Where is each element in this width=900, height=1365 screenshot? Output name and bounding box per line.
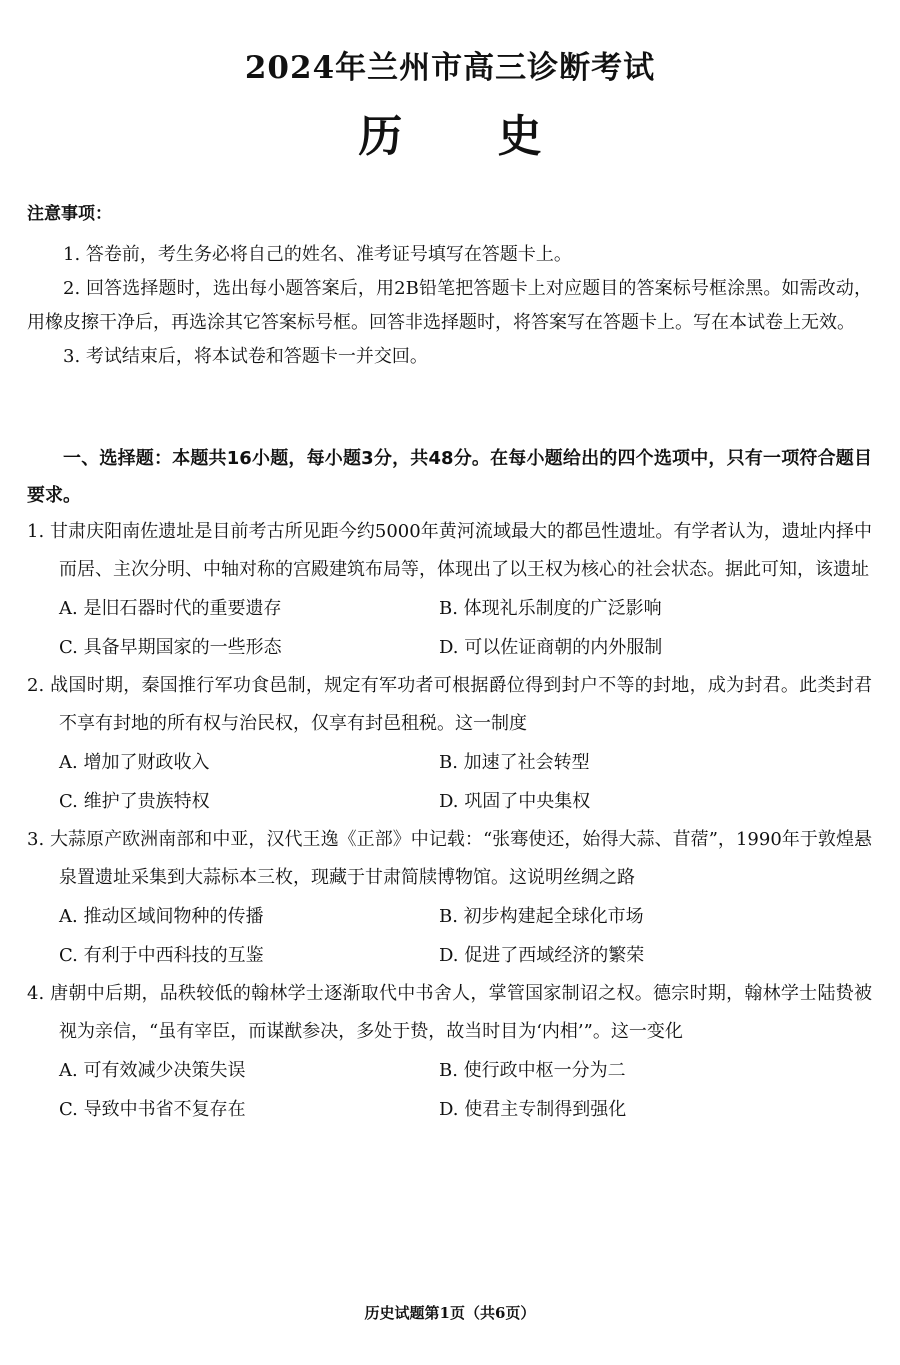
option-a: A. 增加了财政收入 bbox=[59, 752, 210, 773]
option-a: A. 推动区域间物种的传播 bbox=[59, 906, 264, 927]
page-footer: 历史试题第1页（共6页） bbox=[364, 1304, 536, 1322]
question-list bbox=[27, 513, 872, 1129]
option-b: B. 加速了社会转型 bbox=[439, 752, 590, 773]
question-1 bbox=[27, 513, 872, 667]
option-d: D. 可以佐证商朝的内外服制 bbox=[439, 637, 663, 658]
option-a: A. 可有效减少决策失误 bbox=[59, 1060, 246, 1081]
notes-heading: 注意事项： bbox=[27, 204, 112, 224]
section-header: 一、选择题：本题共16小题，每小题3分，共48分。在每小题给出的四个选项中，只有一项符合题目要求。 bbox=[27, 448, 872, 506]
note-item: 2. 回答选择题时，选出每小题答案后，用2B铅笔把答题卡上对应题目的答案标号框涂黑。如需改动，用橡皮擦干净后，再选涂其它答案标号框。回答非选择题时，将答案写在答题卡上。写在本试卷上无效。 bbox=[27, 278, 872, 333]
option-c: C. 维护了贵族特权 bbox=[59, 791, 210, 812]
option-c: C. 具备早期国家的一些形态 bbox=[59, 637, 282, 658]
option-b: B. 使行政中枢一分为二 bbox=[439, 1060, 626, 1081]
option-a: A. 是旧石器时代的重要遗存 bbox=[59, 598, 282, 619]
option-d: D. 巩固了中央集权 bbox=[439, 791, 591, 812]
question-stem: 2. 战国时期，秦国推行军功食邑制，规定有军功者可根据爵位得到封户不等的封地，成为封君。此类封君不享有封地的所有权与治民权，仅享有封邑租税。这一制度 bbox=[27, 675, 872, 734]
option-b: B. 体现礼乐制度的广泛影响 bbox=[439, 598, 662, 619]
question-4 bbox=[27, 975, 872, 1129]
question-stem: 4. 唐朝中后期，品秩较低的翰林学士逐渐取代中书舍人，掌管国家制诏之权。德宗时期，翰林学士陆贽被视为亲信，“虽有宰臣，而谋猷参决，多处于贽，故当时目为‘内相’”。这一变化 bbox=[27, 983, 872, 1042]
question-stem: 3. 大蒜原产欧洲南部和中亚，汉代王逸《正部》中记载：“张骞使还，始得大蒜、苜蓿”，1990年于敦煌悬泉置遗址采集到大蒜标本三枚，现藏于甘肃简牍博物馆。这说明丝绸之路 bbox=[27, 829, 872, 888]
option-c: C. 有利于中西科技的互鉴 bbox=[59, 945, 264, 966]
option-c: C. 导致中书省不复存在 bbox=[59, 1099, 246, 1120]
option-grid bbox=[27, 897, 872, 975]
subject-title: 历 史 bbox=[358, 111, 582, 162]
exam-title: 2024年兰州市高三诊断考试 bbox=[244, 50, 656, 86]
option-d: D. 使君主专制得到强化 bbox=[439, 1099, 627, 1120]
question-2 bbox=[27, 667, 872, 821]
option-grid bbox=[27, 589, 872, 667]
option-b: B. 初步构建起全球化市场 bbox=[439, 906, 644, 927]
note-item: 3. 考试结束后，将本试卷和答题卡一并交回。 bbox=[63, 346, 428, 367]
question-stem: 1. 甘肃庆阳南佐遗址是目前考古所见距今约5000年黄河流域最大的都邑性遗址。有学者认为，遗址内择中而居、主次分明、中轴对称的宫殿建筑布局等，体现出了以王权为核心的社会状态。据此可知，该遗址 bbox=[27, 521, 872, 580]
option-grid bbox=[27, 743, 872, 821]
option-grid bbox=[27, 1051, 872, 1129]
note-item: 1. 答卷前，考生务必将自己的姓名、准考证号填写在答题卡上。 bbox=[63, 244, 572, 265]
option-d: D. 促进了西域经济的繁荣 bbox=[439, 945, 645, 966]
question-3 bbox=[27, 821, 872, 975]
notes-list bbox=[27, 238, 872, 374]
